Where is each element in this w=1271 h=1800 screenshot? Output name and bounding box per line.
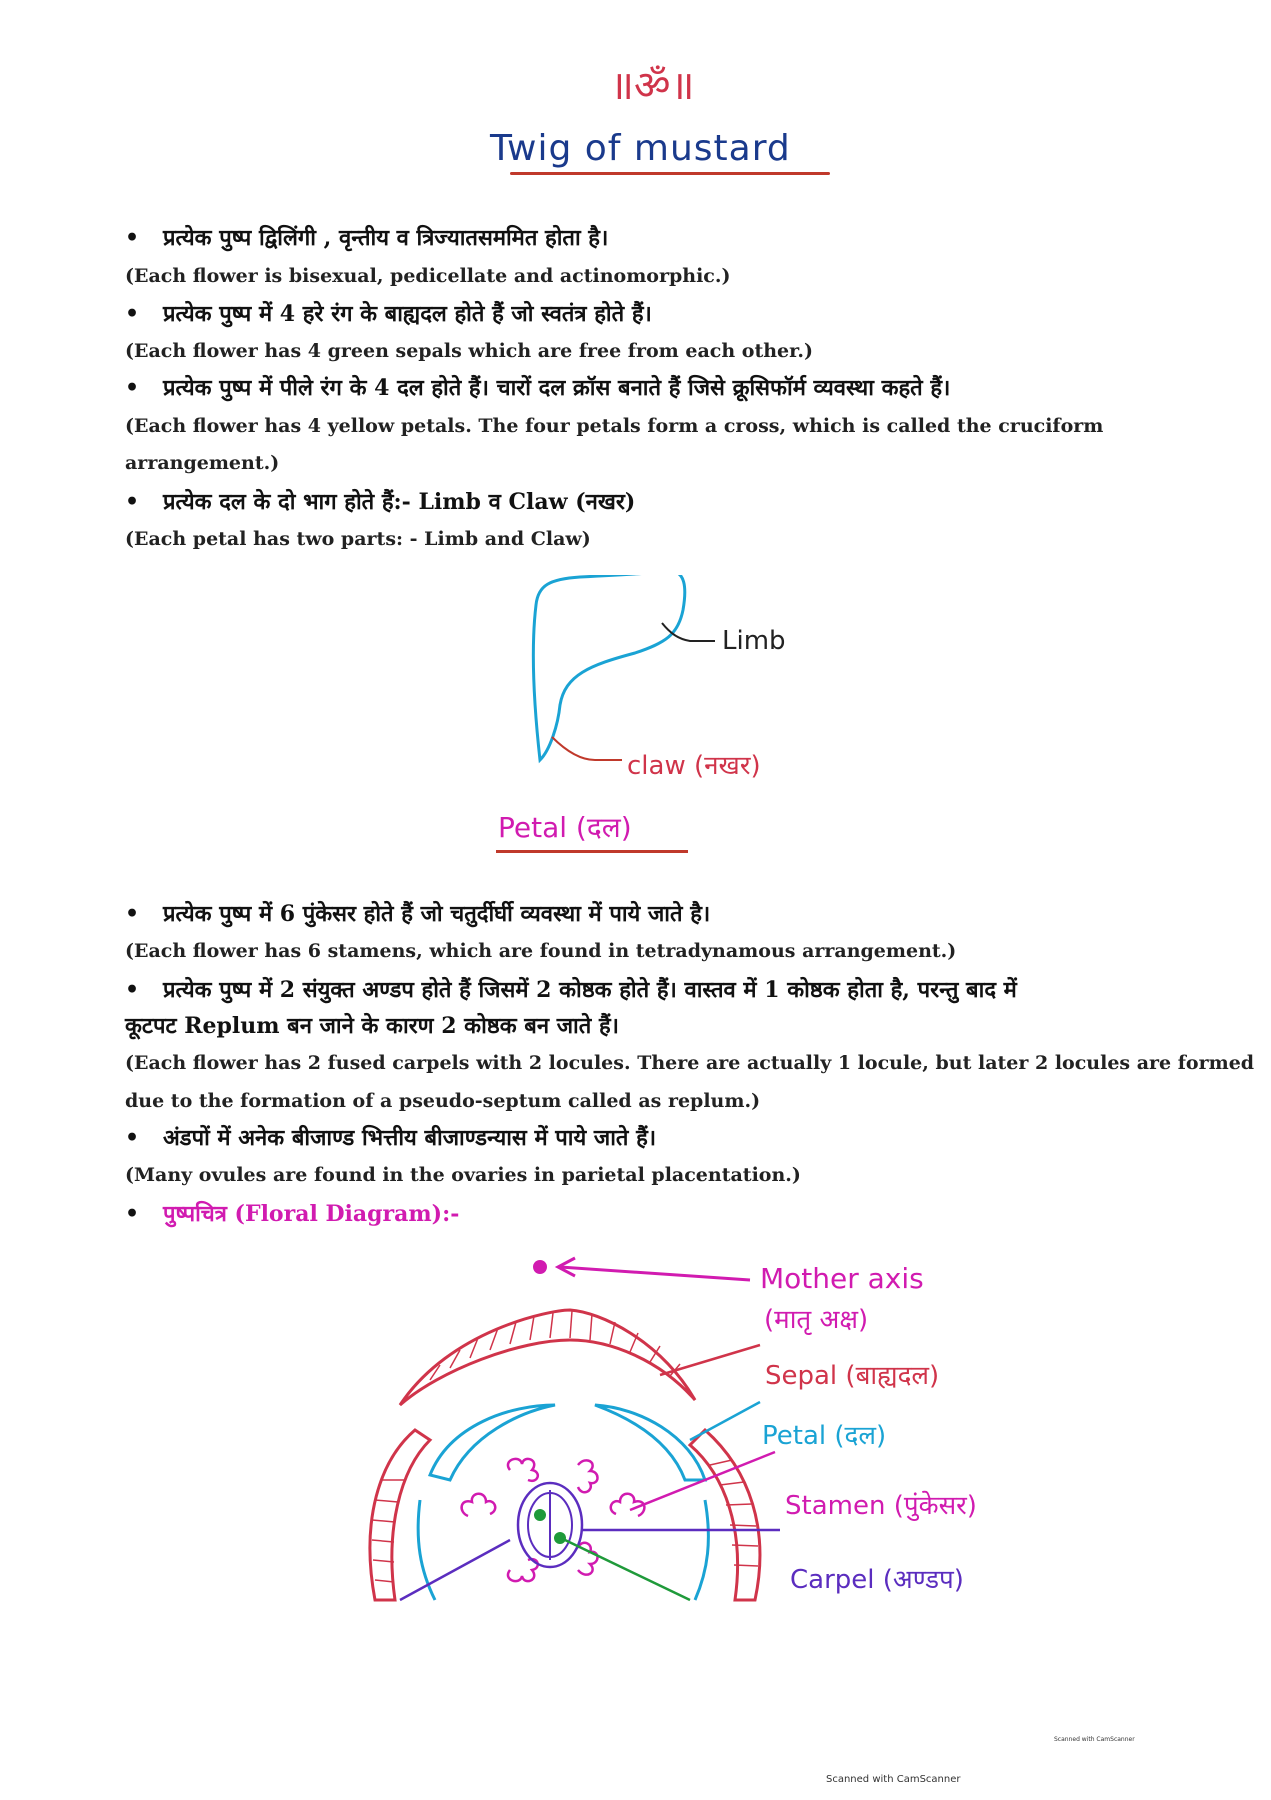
point-1-hindi <box>125 222 608 252</box>
petal-bottom-right <box>695 1500 708 1600</box>
point-5-hi-text: प्रत्येक पुष्प में 6 पुंकेसर होते हैं जो चतुर्दीर्घी व्यवस्था में पाये जाते है। <box>163 901 711 927</box>
stamen-4 <box>611 1494 645 1516</box>
ovule-1 <box>534 1509 546 1521</box>
petal-top-right <box>595 1405 705 1480</box>
point-8-hindi <box>125 1198 459 1228</box>
stamen-label: Stamen (पुंकेसर) <box>785 1491 977 1521</box>
page-title: Twig of mustard <box>490 128 791 169</box>
stamens <box>462 1459 645 1581</box>
stamen-3 <box>462 1494 496 1516</box>
mother-axis-arrow <box>560 1267 750 1280</box>
petal-top-left <box>430 1405 555 1480</box>
bullet: • <box>125 901 140 927</box>
claw-pointer <box>552 737 622 760</box>
petal-outline <box>533 575 685 760</box>
petal-diagram <box>480 575 840 765</box>
point-4-hi-text: प्रत्येक दल के दो भाग होते हैं:- Limb व Claw (नखर) <box>163 489 636 515</box>
point-6-hindi <box>125 974 1017 1004</box>
point-4-hindi <box>125 486 635 516</box>
petal-caption-underline <box>496 850 688 853</box>
bullet: • <box>125 977 140 1003</box>
stamen-2 <box>578 1460 598 1492</box>
point-7-hi-text: अंडपों में अनेक बीजाण्ड भित्तीय बीजाण्डन्यास में पाये जाते हैं। <box>163 1125 657 1151</box>
sepal-top <box>400 1310 695 1405</box>
claw-label: claw (नखर) <box>627 751 761 781</box>
point-5-hindi <box>125 898 710 928</box>
point-3-hi-text: प्रत्येक पुष्प में पीले रंग के 4 दल होते हैं। चारों दल क्रॉस बनाते हैं जिसे क्रूसिफॉर्म व्यवस्था कहते हैं। <box>163 375 951 401</box>
point-2-hi-text: प्रत्येक पुष्प में 4 हरे रंग के बाह्यदल होते हैं जो स्वतंत्र होते हैं। <box>163 301 652 327</box>
floral-diagram <box>360 1240 1080 1640</box>
point-6-english: (Each flower has 2 fused carpels with 2 locules. There are actually 1 locule, but later 2 locules are formed <box>125 1052 1255 1074</box>
bullet: • <box>125 489 140 515</box>
sepal-pointer <box>660 1345 760 1375</box>
point-1-hi-text: प्रत्येक पुष्प द्विलिंगी , वृन्तीय व त्रिज्यातसममित होता है। <box>163 225 609 251</box>
point-7-english: (Many ovules are found in the ovaries in parietal placentation.) <box>125 1164 801 1186</box>
point-2-english: (Each flower has 4 green sepals which are free from each other.) <box>125 340 813 362</box>
limb-pointer <box>662 623 715 641</box>
point-3-hindi <box>125 372 950 402</box>
sepal-right <box>690 1430 760 1600</box>
bullet: • <box>125 375 140 401</box>
purple-stem-line <box>400 1540 510 1600</box>
sepal-label: Sepal (बाह्यदल) <box>765 1361 940 1391</box>
point-3-english-cont: arrangement.) <box>125 452 280 474</box>
sepal-top-hatch <box>430 1311 680 1380</box>
ovule-pointer <box>565 1540 690 1600</box>
mother-axis-hi-label: (मातृ अक्ष) <box>764 1305 869 1335</box>
point-3-english: (Each flower has 4 yellow petals. The four petals form a cross, which is called the cruciform <box>125 415 1104 437</box>
floral-diagram-heading: पुष्पचित्र (Floral Diagram):- <box>163 1201 460 1227</box>
point-5-english: (Each flower has 6 stamens, which are found in tetradynamous arrangement.) <box>125 940 957 962</box>
stamen-1 <box>508 1459 538 1481</box>
petal-label: Petal (दल) <box>762 1421 887 1451</box>
bullet: • <box>125 1125 140 1151</box>
bullet: • <box>125 225 140 251</box>
camscanner-stamp-small: Scanned with CamScanner <box>1054 1736 1135 1743</box>
petal-pointer <box>690 1402 760 1440</box>
carpel-label: Carpel (अण्डप) <box>790 1565 964 1595</box>
point-6-hi-text: प्रत्येक पुष्प में 2 संयुक्त अण्डप होते हैं जिसमें 2 कोष्ठक होते हैं। वास्तव में 1 कोष्ठक होता है, परन्तु बाद में <box>163 977 1017 1003</box>
top-scribble: ॥ॐ॥ <box>610 63 695 109</box>
petal-caption: Petal (दल) <box>498 811 632 844</box>
sepal-left <box>370 1430 430 1600</box>
point-6-hindi-cont: कूटपट Replum बन जाने के कारण 2 कोष्ठक बन जाते हैं। <box>125 1013 619 1039</box>
point-2-hindi <box>125 298 652 328</box>
mother-axis-label: Mother axis <box>760 1262 924 1295</box>
point-6-english-cont: due to the formation of a pseudo-septum called as replum.) <box>125 1090 761 1112</box>
ovule-2 <box>554 1532 566 1544</box>
limb-label: Limb <box>722 626 786 656</box>
point-7-hindi <box>125 1122 656 1152</box>
bullet: • <box>125 301 140 327</box>
title-underline <box>510 172 830 175</box>
camscanner-stamp: Scanned with CamScanner <box>826 1774 961 1785</box>
mother-axis-dot <box>533 1260 547 1274</box>
point-1-english: (Each flower is bisexual, pedicellate and actinomorphic.) <box>125 265 731 287</box>
bullet: • <box>125 1201 140 1227</box>
point-4-english: (Each petal has two parts: - Limb and Claw) <box>125 528 591 550</box>
